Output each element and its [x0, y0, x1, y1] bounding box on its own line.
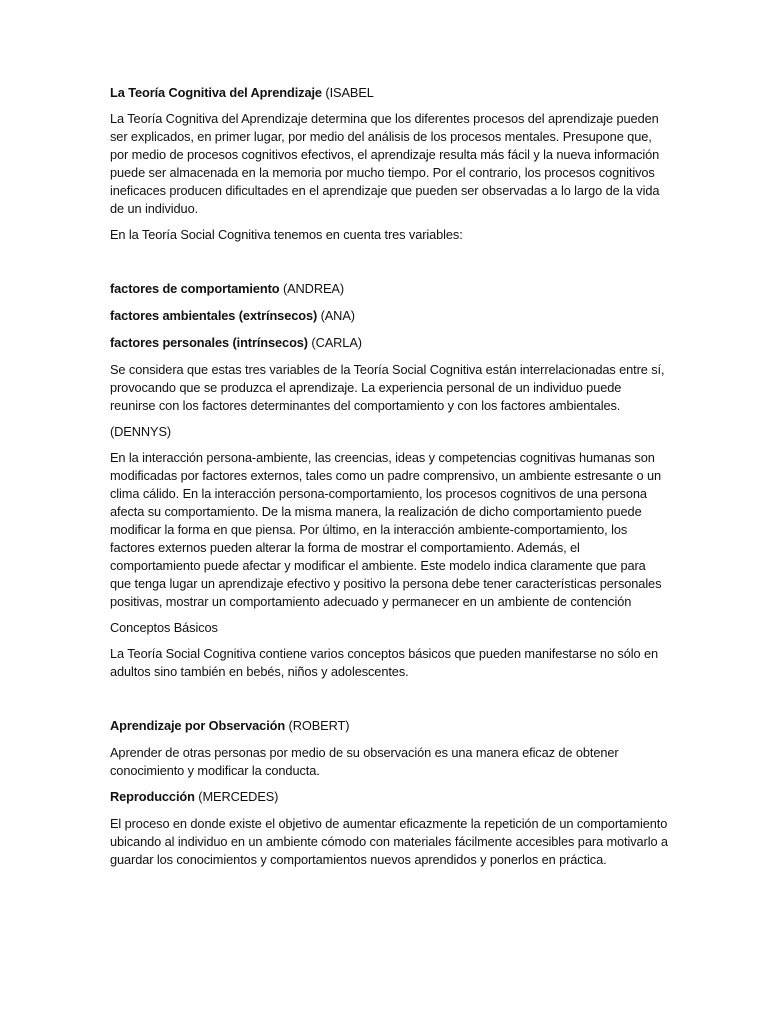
document-heading	[110, 84, 668, 102]
section-title-conceptos: Conceptos Básicos	[110, 620, 218, 635]
section-title-reproduccion	[110, 788, 668, 806]
section-title-observacion	[110, 717, 668, 735]
variable-label: factores personales (intrínsecos)	[110, 335, 308, 350]
paragraph-observacion: Aprender de otras personas por medio de su observación es una manera eficaz de obtener conocimiento y modificar la conducta.	[110, 745, 619, 778]
paragraph-reproduccion: El proceso en donde existe el objetivo de aumentar eficazmente la repetición de un comportamiento ubicando al individuo en un ambiente cómodo con materiales fácilmente accesibles para motivarlo a guardar los conocimientos y comportamientos nuevos aprendidos y ponerlos en práctica.	[110, 816, 668, 867]
paragraph-interactions: En la interacción persona-ambiente, las creencias, ideas y competencias cognitivas humanas son modificadas por factores externos, tales como un padre comprensivo, un ambiente estresante o un clima cálido. En la interacción persona-comportamiento, los procesos cognitivos de una persona afecta su comportamiento. De la misma manera, la realización de dicho comportamiento puede modificar la forma en que piensa. Por último, en la interacción ambiente-comportamiento, los factores externos pueden alterar la forma de mostrar el comportamiento. Además, el comportamiento puede afectar y modificar el ambiente. Este modelo indica claramente que para que tenga lugar un aprendizaje efectivo y positivo la persona debe tener características personales positivas, mostrar un comportamiento adecuado y permanecer en un ambiente de contención	[110, 450, 662, 609]
variable-item-comportamiento	[110, 280, 668, 298]
variable-author: (ANDREA)	[279, 281, 344, 296]
section-label: Reproducción	[110, 789, 195, 804]
author-note-dennys: (DENNYS)	[110, 424, 172, 439]
section-label: Aprendizaje por Observación	[110, 718, 286, 733]
variable-label: factores de comportamiento	[110, 281, 280, 296]
variable-item-ambientales	[110, 307, 668, 325]
section-author: (MERCEDES)	[194, 789, 279, 804]
paragraph-interrelation: Se considera que estas tres variables de la Teoría Social Cognitiva están interrelacionadas entre sí, provocando que se produzca el aprendizaje. La experiencia personal de un individuo puede reunirse con los factores determinantes del comportamiento y con los factores ambientales.	[110, 362, 665, 413]
paragraph-intro: La Teoría Cognitiva del Aprendizaje determina que los diferentes procesos del aprendizaje pueden ser explicados, en primer lugar, por medio del análisis de los procesos mentales. Presupone que, por medio de procesos cognitivos efectivos, el aprendizaje resulta más fácil y la nueva información puede ser almacenada en la memoria por mucho tiempo. Por el contrario, los procesos cognitivos ineficaces producen dificultades en el aprendizaje que pueden ser observadas a lo largo de la vida de un individuo.	[110, 111, 660, 216]
section-author: (ROBERT)	[285, 718, 350, 733]
variable-label: factores ambientales (extrínsecos)	[110, 308, 318, 323]
variable-author: (CARLA)	[307, 335, 362, 350]
variable-item-personales	[110, 334, 668, 352]
heading-author: (ISABEL	[321, 85, 374, 100]
variable-author: (ANA)	[317, 308, 355, 323]
paragraph-conceptos: La Teoría Social Cognitiva contiene varios conceptos básicos que pueden manifestarse no sólo en adultos sino también en bebés, niños y adolescentes.	[110, 646, 658, 679]
heading-text: La Teoría Cognitiva del Aprendizaje	[110, 85, 322, 100]
paragraph-variables-intro: En la Teoría Social Cognitiva tenemos en cuenta tres variables:	[110, 227, 463, 242]
